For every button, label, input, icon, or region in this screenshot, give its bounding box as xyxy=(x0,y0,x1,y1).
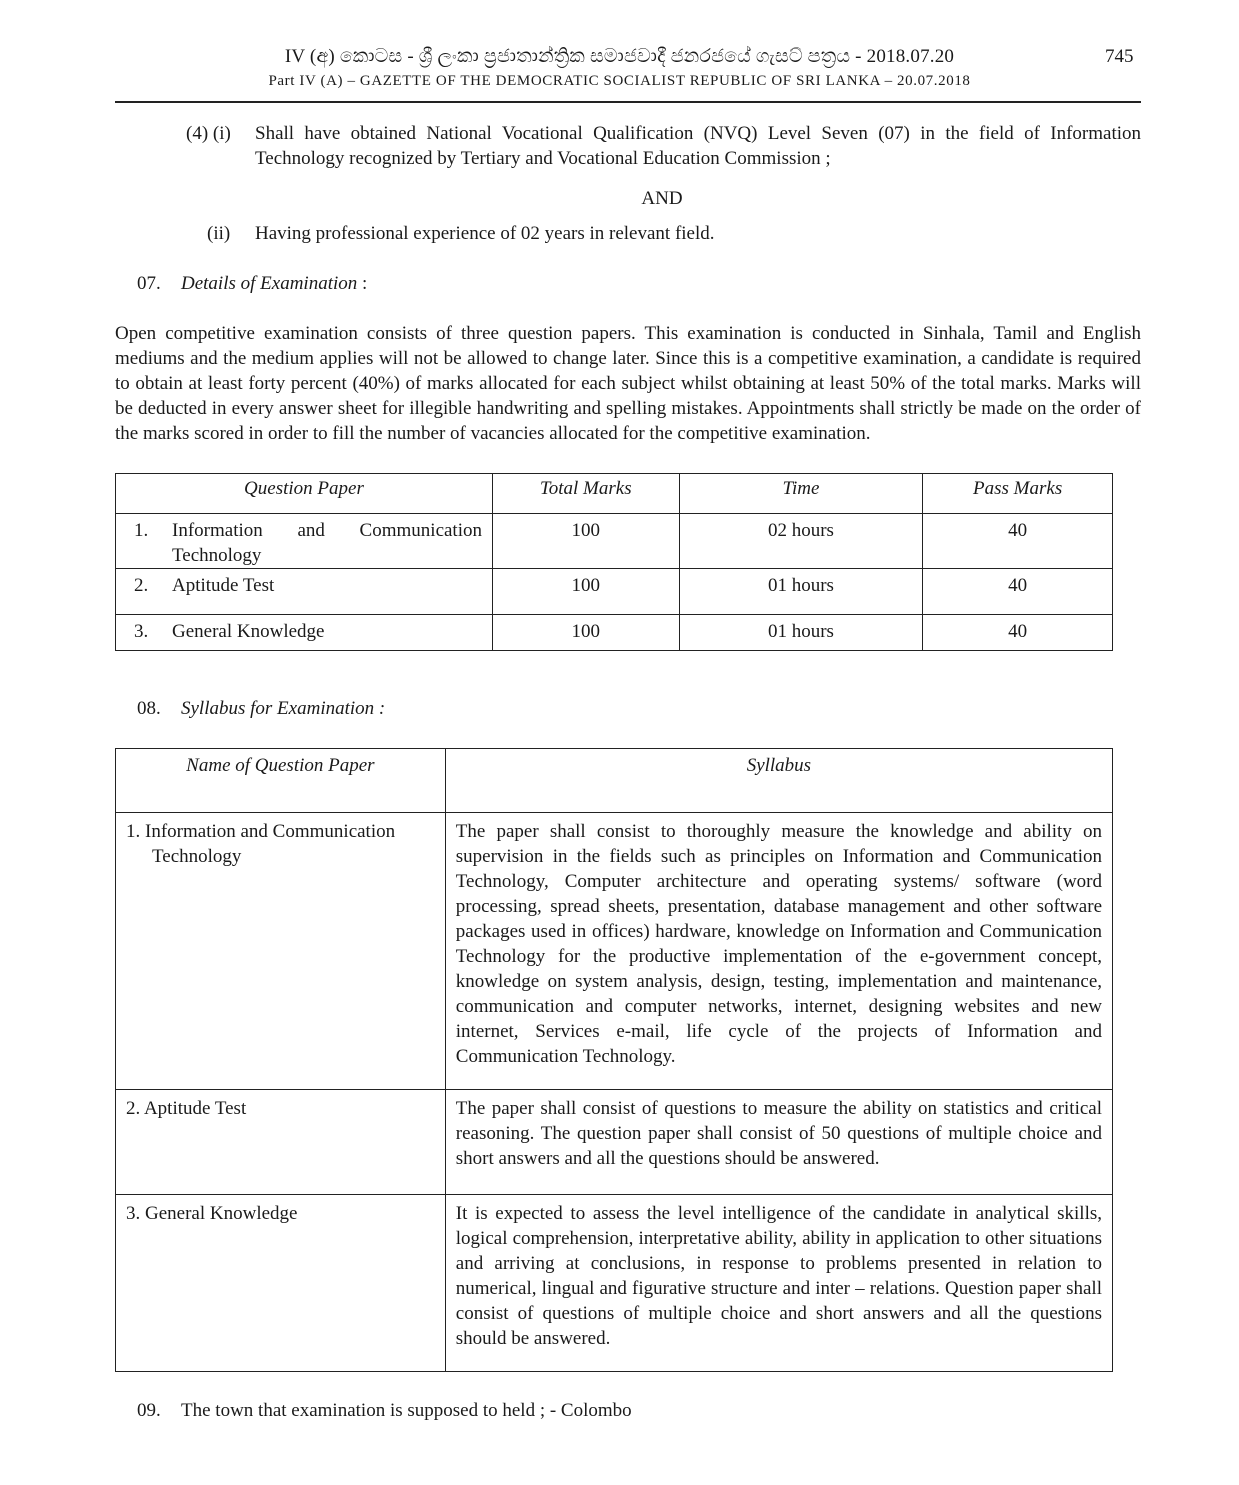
paper-name: General Knowledge xyxy=(172,621,325,642)
col-header-time: Time xyxy=(679,474,923,514)
pass-marks-cell: 40 xyxy=(923,569,1113,615)
paper-cell xyxy=(116,569,493,615)
paper-name: Aptitude Test xyxy=(172,575,275,596)
total-marks-cell: 100 xyxy=(492,569,679,615)
section-09-text: The town that examination is supposed to held ; - Colombo xyxy=(181,1400,632,1421)
col-header-syllabus: Syllabus xyxy=(445,749,1112,813)
section-07-number: 07. xyxy=(137,273,161,294)
pass-marks-cell: 40 xyxy=(923,615,1113,651)
section-07-paragraph: Open competitive examination consists of three question papers. This examination is conducted in Sinhala, Tamil and English mediums and the medium applies will not be allowed to change later. Since this is a competitive examination, a candidate is required to obtain at least forty percent (40%) of marks allocated for each subject whilst obtaining at least 50% of the total marks. Marks will be deducted in every answer sheet for illegible handwriting and spelling mistakes. Appointments shall strictly be made on the order of the marks scored in order to fill the number of vacancies allocated for the competitive examination. xyxy=(115,323,1141,444)
table-row xyxy=(116,1090,1113,1195)
time-cell: 01 hours xyxy=(679,615,923,651)
row-number: 2. xyxy=(134,575,149,596)
page-number: 745 xyxy=(1105,46,1134,67)
total-marks-cell: 100 xyxy=(492,514,679,569)
exam-details-table xyxy=(115,473,1113,651)
section-08-number: 08. xyxy=(137,698,161,719)
qualification-4i-label: (4) (i) xyxy=(186,123,231,144)
table-row xyxy=(116,615,1113,651)
table-header-row xyxy=(116,474,1113,514)
paper-name-cell xyxy=(116,1195,446,1372)
section-08-title: Syllabus for Examination : xyxy=(181,698,386,719)
gazette-header-english: Part IV (A) – GAZETTE OF THE DEMOCRATIC SOCIALIST REPUBLIC OF SRI LANKA – 20.07.2018 xyxy=(268,73,971,89)
syllabus-cell: The paper shall consist of questions to measure the ability on statistics and critical reasoning. The question paper shall consist of 50 questions of multiple choice and short answers and all the questions should be answered. xyxy=(445,1090,1112,1195)
table-row xyxy=(116,569,1113,615)
col-header-name-of-paper: Name of Question Paper xyxy=(116,749,446,813)
header-divider xyxy=(115,101,1141,103)
table-header-row xyxy=(116,749,1113,813)
col-header-total-marks: Total Marks xyxy=(492,474,679,514)
syllabus-cell: The paper shall consist to thoroughly measure the knowledge and ability on supervision in the fields such as principles on Information and Communication Technology, Computer architecture and operating systems/ software (word processing, spread sheets, presentation, database management and other software packages used in offices) hardware, knowledge on Information and Communication Technology for the productive implementation of the e-government concept, knowledge on system analysis, design, testing, implementation and maintenance, communication and computer networks, internet, designing websites and new internet, Services e-mail, life cycle of the projects of Information and Communication Technology. xyxy=(445,813,1112,1090)
col-header-question-paper: Question Paper xyxy=(116,474,493,514)
section-07-suffix: : xyxy=(357,273,368,294)
qualification-4i-text: Shall have obtained National Vocational Qualification (NVQ) Level Seven (07) in the field of Information Technology recognized by Tertiary and Vocational Education Commission ; xyxy=(255,123,1141,169)
table-row xyxy=(116,813,1113,1090)
gazette-header-sinhala: IV (අ) කොටස - ශ්‍රී ලංකා ප්‍රජාතාන්ත්‍රික සමාජවාදී ජනරජයේ ගැසට් පත්‍රය - 2018.07.20 xyxy=(284,46,955,67)
paper-name: Information and Communication Technology xyxy=(172,520,482,566)
paper-name-cell xyxy=(116,1090,446,1195)
section-09-number: 09. xyxy=(137,1400,161,1421)
syllabus-cell: It is expected to assess the level intelligence of the candidate in analytical skills, logical comprehension, interpretative ability, ability in application to other situations and arriving at conclusions, in response to problems presented in relation to numerical, lingual and figurative structure and inter – relations. Question paper shall consist of questions of multiple choice and short answers and all the questions should be answered. xyxy=(445,1195,1112,1372)
paper-name-cell xyxy=(116,813,446,1090)
paper-name: 3. General Knowledge xyxy=(126,1203,298,1224)
section-07-title: Details of Examination xyxy=(181,273,358,294)
paper-name: 1. Information and Communication Technology xyxy=(126,821,396,867)
total-marks-cell: 100 xyxy=(492,615,679,651)
table-row xyxy=(116,1195,1113,1372)
pass-marks-cell: 40 xyxy=(923,514,1113,569)
qualification-ii-label: (ii) xyxy=(207,223,231,244)
time-cell: 01 hours xyxy=(679,569,923,615)
and-connector: AND xyxy=(641,188,683,209)
syllabus-table xyxy=(115,748,1113,1372)
section-07-heading xyxy=(181,271,367,296)
paper-cell xyxy=(116,514,493,569)
col-header-pass-marks: Pass Marks xyxy=(923,474,1113,514)
row-number: 1. xyxy=(134,520,149,541)
table-row xyxy=(116,514,1113,569)
row-number: 3. xyxy=(134,621,149,642)
paper-name: 2. Aptitude Test xyxy=(126,1098,247,1119)
qualification-ii-text: Having professional experience of 02 years in relevant field. xyxy=(255,223,715,244)
paper-cell xyxy=(116,615,493,651)
time-cell: 02 hours xyxy=(679,514,923,569)
